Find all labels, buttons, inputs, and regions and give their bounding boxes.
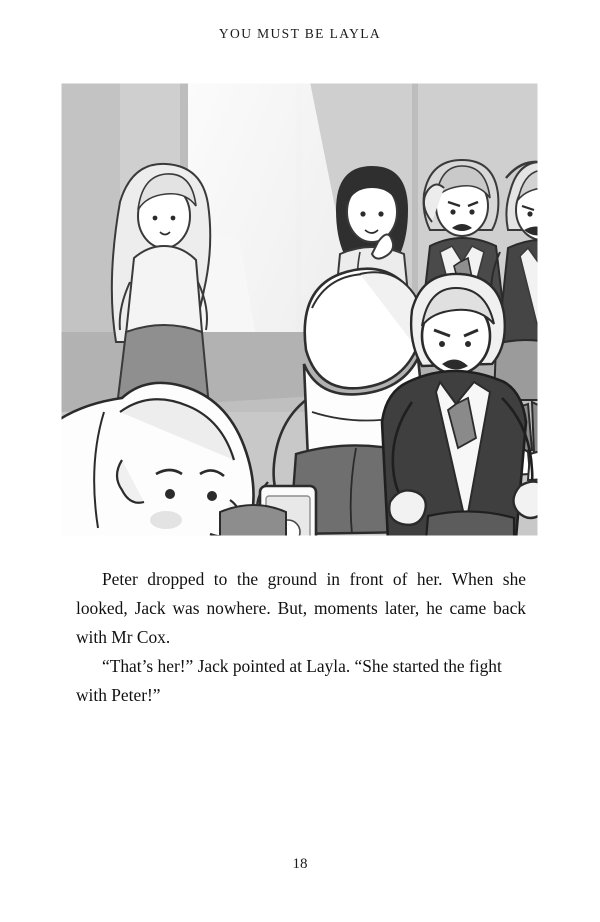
figure-background-girl-left — [112, 164, 210, 398]
body-text — [76, 565, 526, 710]
running-head: YOU MUST BE LAYLA — [218, 26, 382, 41]
illustration-artwork — [60, 82, 539, 537]
paragraph-2: “That’s her!” Jack pointed at Layla. “She started the fight with Peter!” — [76, 656, 502, 705]
chapter-illustration — [60, 82, 539, 537]
paragraph-1: Peter dropped to the ground in front of her. When she looked, Jack was nowhere. But, moments later, he came back with Mr Cox. — [76, 569, 526, 647]
page-number: 18 — [292, 856, 308, 872]
